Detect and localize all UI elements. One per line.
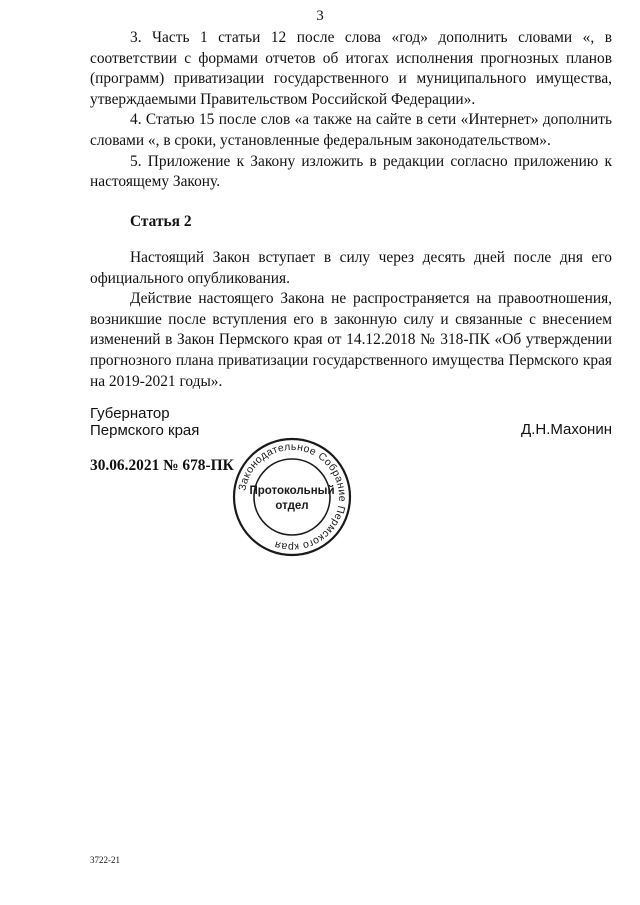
signatory-title-line2: Пермского края (90, 422, 200, 439)
stamp-ring-text: Законодательное Собрание Пермского края (236, 440, 349, 554)
document-code: 3722-21 (90, 855, 120, 865)
office-stamp (232, 437, 352, 557)
paragraph-item-4: 4. Статью 15 после слов «а также на сайте в сети «Интернет» дополнить словами «, в сроки, установленные федеральным законодательством». (90, 111, 612, 149)
stamp-center-line2: отдел (275, 500, 309, 512)
signatory-title-line1: Губернатор (90, 405, 170, 422)
amendments-block (90, 28, 612, 193)
stamp-inner-ring (254, 459, 330, 535)
signatory-title (90, 405, 199, 439)
signatory-name: Д.Н.Махонин (521, 421, 612, 438)
stamp-center-line1: Протокольный (249, 485, 335, 497)
article-heading: Статья 2 (130, 213, 192, 230)
article-body (90, 248, 612, 392)
page-number: 3 (316, 8, 324, 24)
paragraph-item-3: 3. Часть 1 статьи 12 после слова «год» дополнить словами «, в соответствии с формами отчетов об итогах исполнения прогнозных планов (программ) приватизации государственного и муниципального имущества, утверждаемыми Правительством Российской Федерации». (90, 29, 612, 108)
scope-paragraph: Действие настоящего Закона не распространяется на правоотношения, возникшие после вступления его в законную силу и связанные с внесением изменений в Закон Пермского края от 14.12.2018 № 318-ПК «Об утверждении прогнозного плана приватизации государственного имущества Пермского края на 2019-2021 годы». (90, 290, 612, 390)
date-and-number: 30.06.2021 № 678-ПК (90, 457, 234, 474)
paragraph-item-5: 5. Приложение к Закону изложить в редакции согласно приложению к настоящему Закону. (90, 152, 612, 191)
stamp-outer-ring (234, 439, 350, 555)
effective-date-paragraph: Настоящий Закон вступает в силу через десять дней после дня его официального опубликования. (90, 249, 612, 287)
